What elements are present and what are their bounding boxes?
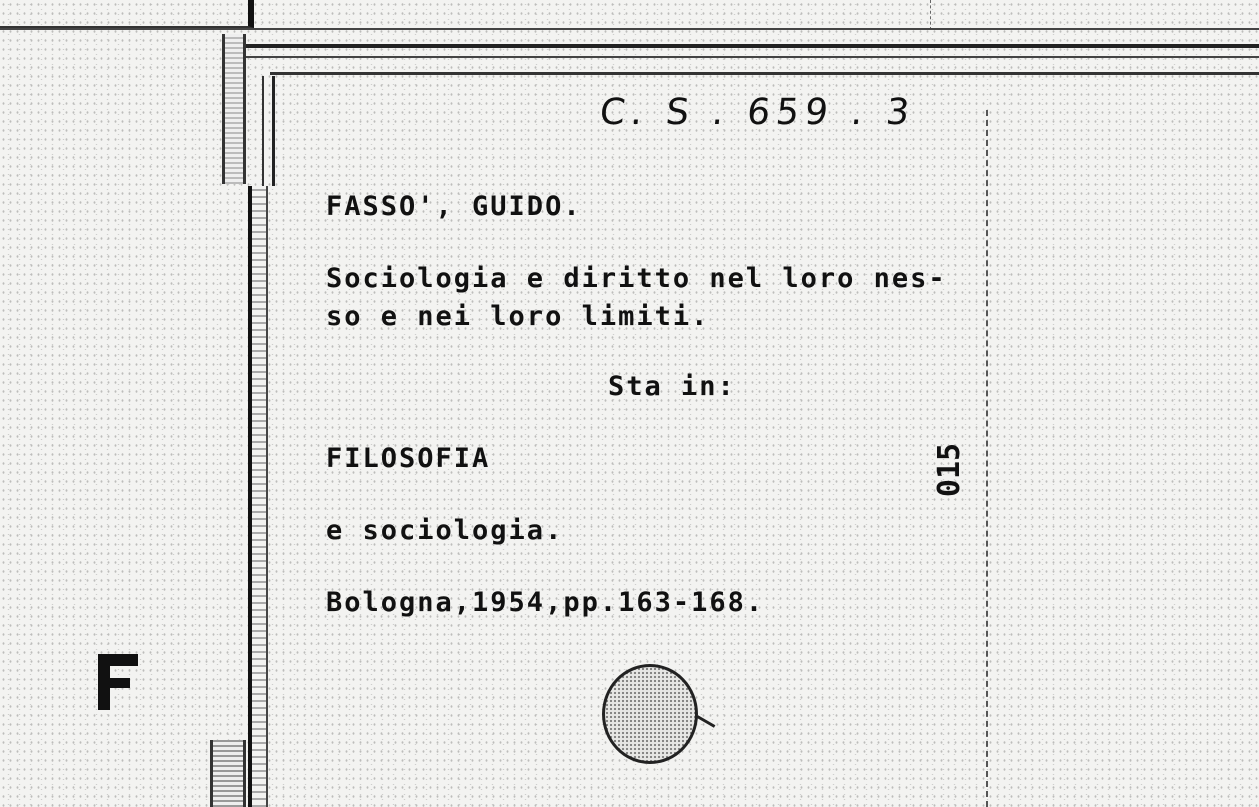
card-sequence-number: 015 (932, 442, 967, 498)
drawer-rail-upper (222, 34, 246, 184)
journal-title-continued: e sociologia. (326, 515, 564, 546)
imprint-details: Bologna,1954,pp.163-168. (326, 587, 765, 618)
adjacent-card-edge (0, 0, 254, 28)
contained-in-label: Sta in: (608, 371, 736, 402)
drawer-letter-f-icon (96, 650, 140, 712)
top-divider-line (0, 28, 1259, 30)
drawer-rail-lower (210, 740, 246, 807)
card-inner-top-edge (270, 72, 1259, 75)
shelf-mark: C. S . 659 . 3 (597, 92, 918, 133)
card-left-edge-upper (262, 76, 275, 186)
card-right-edge (986, 110, 988, 807)
title-line-1: Sociologia e diritto nel loro nes- (326, 263, 947, 294)
journal-title: FILOSOFIA (326, 443, 491, 474)
card-left-edge (248, 186, 268, 807)
adjacent-card-strip (930, 0, 1259, 30)
punch-hole-tear (697, 715, 716, 728)
card-top-edge (236, 44, 1259, 58)
author-name: FASSO', GUIDO. (326, 191, 582, 222)
title-line-2: so e nei loro limiti. (326, 301, 710, 332)
punch-hole (602, 664, 698, 764)
